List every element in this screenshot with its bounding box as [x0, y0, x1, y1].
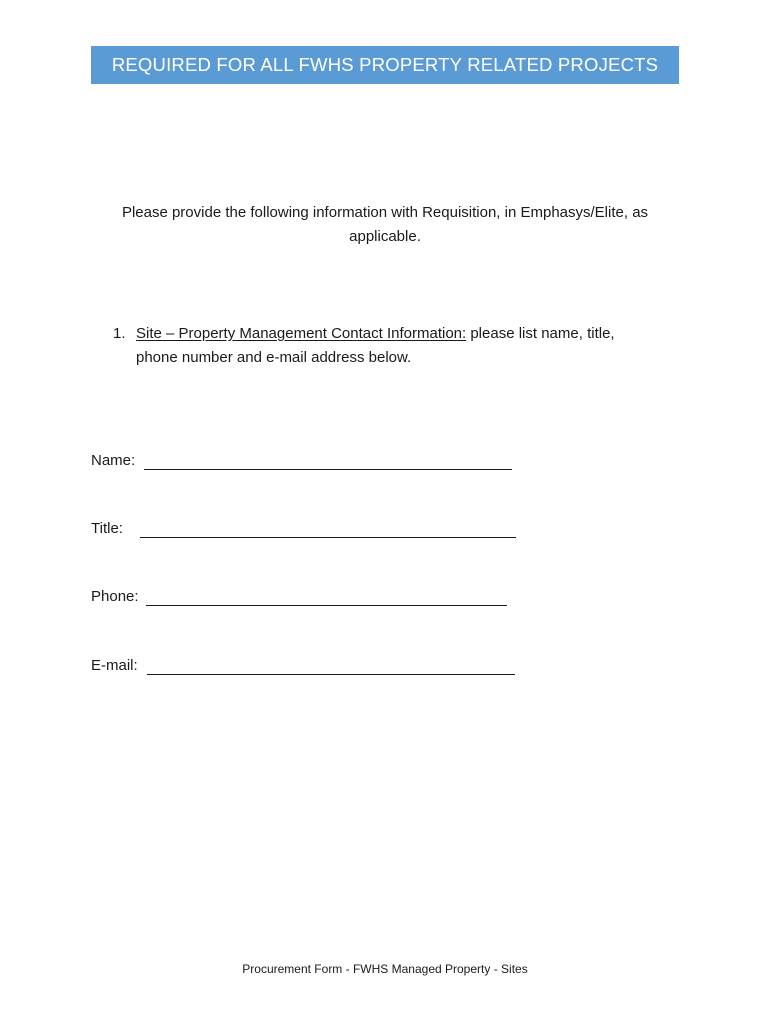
- list-item-body: [136, 322, 683, 370]
- list-item-heading: Site – Property Management Contact Information:: [136, 325, 467, 342]
- list-item-text-2: phone number and e-mail address below.: [136, 349, 412, 366]
- page-title-banner: [91, 46, 679, 84]
- name-field[interactable]: [144, 454, 512, 470]
- list-item-number: 1.: [113, 325, 126, 342]
- name-field-row: [91, 451, 512, 471]
- list-item: [113, 322, 683, 370]
- phone-label: Phone:: [91, 588, 139, 605]
- phone-field-row: [91, 587, 507, 607]
- intro-line-1: Please provide the following information with Requisition, in Emphasys/Elite, as: [121, 204, 649, 221]
- title-label: Title:: [91, 520, 123, 537]
- title-field-row: [91, 519, 516, 539]
- title-field[interactable]: [140, 522, 516, 538]
- phone-field[interactable]: [146, 590, 507, 606]
- page-footer: Procurement Form - FWHS Managed Property - Sites: [242, 962, 528, 976]
- list-item-text-1: please list name, title,: [466, 325, 615, 342]
- name-label: Name:: [91, 452, 136, 469]
- email-field[interactable]: [147, 659, 515, 675]
- email-label: E-mail:: [91, 657, 138, 674]
- intro-line-2: applicable.: [349, 228, 421, 245]
- intro-paragraph: [91, 201, 679, 249]
- page-title: REQUIRED FOR ALL FWHS PROPERTY RELATED PROJECTS: [111, 54, 659, 75]
- email-field-row: [91, 656, 515, 676]
